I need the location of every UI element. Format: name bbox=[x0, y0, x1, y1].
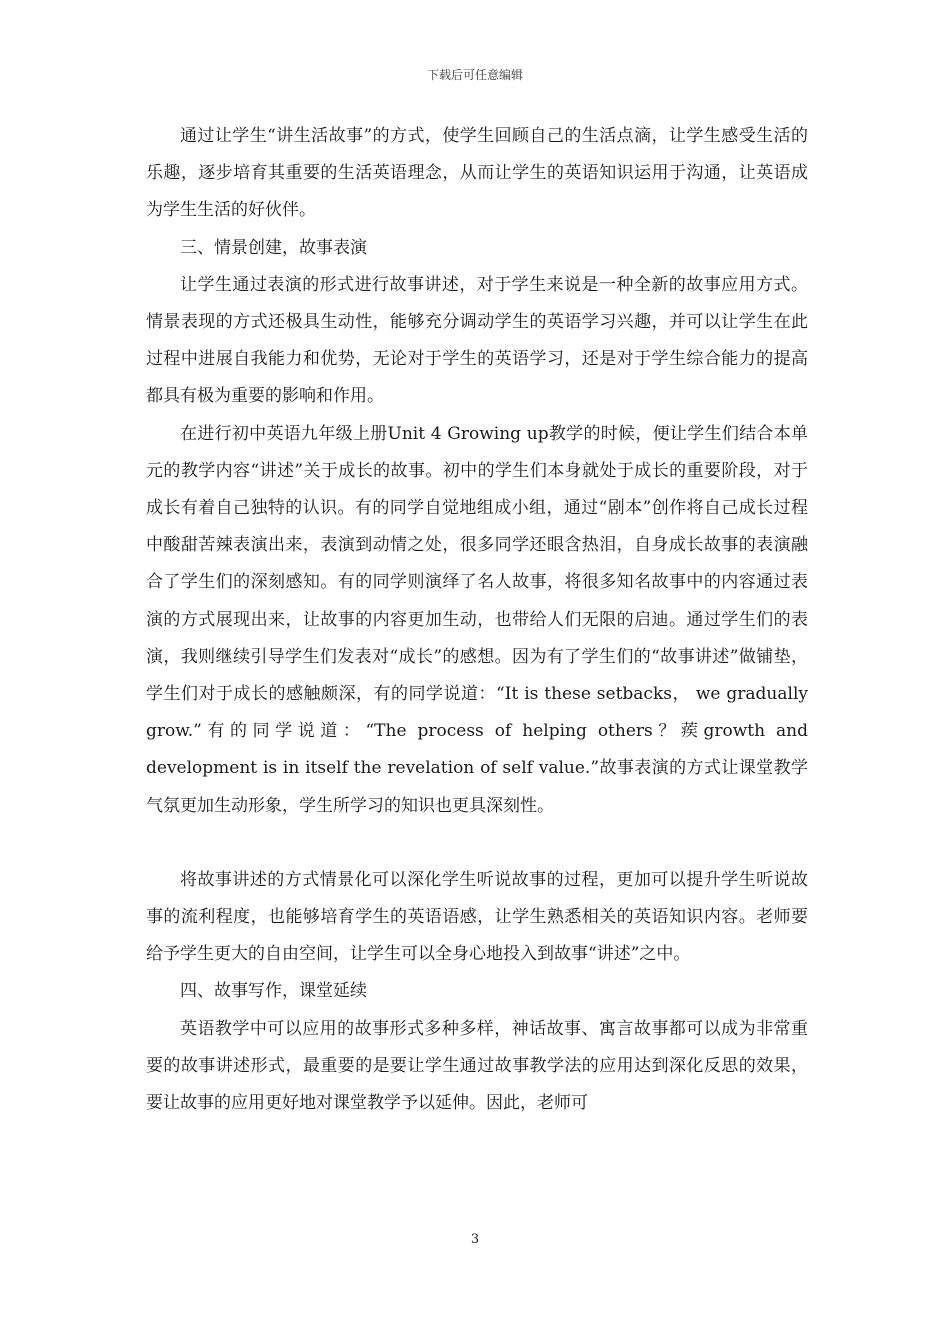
section-heading-4: 四、故事写作，课堂延续 bbox=[180, 981, 367, 1002]
page-number: 3 bbox=[470, 1232, 480, 1247]
paragraph-life-stories: 通过让学生“讲生活故事”的方式，使学生回顾自己的生活点滴，让学生感受生活的乐趣，逐步培育其重要的生活英语理念，从而让学生的英语知识运用于沟通，让英语成为学生生活的好伙伴。 bbox=[146, 126, 808, 221]
paragraph-story-writing: 英语教学中可以应用的故事形式多种多样，神话故事、寓言故事都可以成为非常重要的故事讲述形式，最重要的是要让学生通过故事教学法的应用达到深化反思的效果，要让故事的应用更好地对课堂教学予以延伸。因此，老师可 bbox=[146, 1018, 808, 1114]
paragraph-spacer bbox=[146, 825, 808, 862]
page-header: 下载后可任意编辑 bbox=[426, 68, 523, 82]
paragraph-performance-intro: 让学生通过表演的形式进行故事讲述，对于学生来说是一种全新的故事应用方式。情景表现的方式还极具生动性，能够充分调动学生的英语学习兴趣，并可以让学生在此过程中进展自我能力和优势，无论对于学生的英语学习，还是对于学生综合能力的提高都具有极为重要的影响和作用。 bbox=[146, 274, 808, 407]
paragraph-scenario-summary: 将故事讲述的方式情景化可以深化学生听说故事的过程，更加可以提升学生听说故事的流利程度，也能够培育学生的英语语感，让学生熟悉相关的英语知识内容。老师要给予学生更大的自由空间，让学生可以全身心地投入到故事“讲述”之中。 bbox=[146, 869, 808, 965]
section-heading-3: 三、情景创建，故事表演 bbox=[180, 237, 367, 258]
document-body bbox=[146, 118, 808, 1122]
paragraph-unit4-example: 在进行初中英语九年级上册Unit 4 Growing up教学的时候，便让学生们结合本单元的教学内容“讲述”关于成长的故事。初中的学生们本身就处于成长的重要阶段，对于成长有着自己独特的认识。有的同学自觉地组成小组，通过“剧本”创作将自己成长过程中酸甜苦辣表演出来，表演到动情之处，很多同学还眼含热泪，自身成长故事的表演融合了学生们的深刻感知。有的同学则演绎了名人故事，将很多知名故事中的内容通过表演的方式展现出来，让故事的内容更加生动，也带给人们无限的启迪。通过学生们的表演，我则继续引导学生们发表对“成长”的感想。因为有了学生们的“故事讲述”做铺垫，学生们对于成长的感触颇深，有的同学说道：“It is these setbacks， we gradually grow.”有的同学说道：“The process of helping others？蒺growth and development is in itself the revelation of self value.”故事表演的方式让课堂教学气氛更加生动形象，学生所学习的知识也更具深刻性。 bbox=[146, 423, 808, 816]
